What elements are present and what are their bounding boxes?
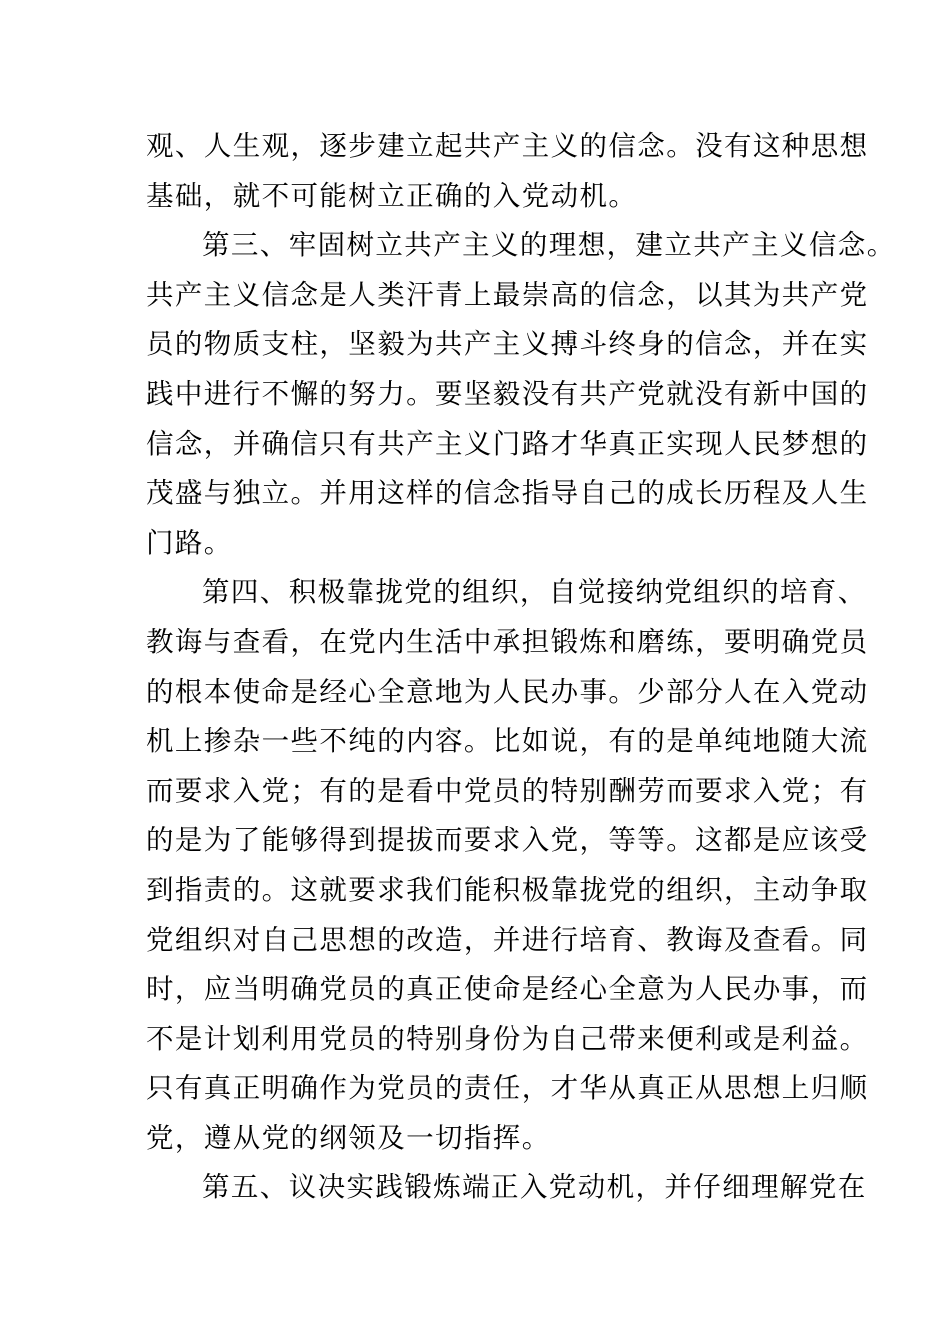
text-line: 机上掺杂一些不纯的内容。比如说，有的是单纯地随大流 — [146, 725, 869, 758]
paragraph-start-line: 第五、议决实践锻炼端正入党动机，并仔细理解党在 — [202, 1171, 867, 1204]
text-line: 党组织对自己思想的改造，并进行培育、教诲及查看。同 — [146, 923, 869, 956]
text-line: 教诲与查看，在党内生活中承担锻炼和磨练，要明确党员 — [146, 625, 869, 658]
text-line: 的根本使命是经心全意地为人民办事。少部分人在入党动 — [146, 675, 869, 708]
text-line: 践中进行不懈的努力。要坚毅没有共产党就没有新中国的 — [146, 377, 869, 410]
document-body — [146, 122, 896, 1213]
text-line: 只有真正明确作为党员的责任，才华从真正从思想上归顺 — [146, 1072, 869, 1105]
paragraph-start-line: 第三、牢固树立共产主义的理想，建立共产主义信念。 — [202, 229, 896, 262]
text-line: 党，遵从党的纲领及一切指挥。 — [146, 1121, 551, 1154]
text-line: 茂盛与独立。并用这样的信念指导自己的成长历程及人生 — [146, 477, 869, 510]
text-line: 观、人生观，逐步建立起共产主义的信念。没有这种思想 — [146, 130, 869, 162]
text-line: 员的物质支柱，坚毅为共产主义搏斗终身的信念，并在实 — [146, 328, 869, 361]
paragraph-start-line: 第四、积极靠拢党的组织，自觉接纳党组织的培育、 — [202, 576, 867, 609]
text-line: 信念，并确信只有共产主义门路才华真正实现人民梦想的 — [146, 427, 869, 460]
text-line: 门路。 — [146, 526, 233, 559]
text-line: 不是计划利用党员的特别身份为自己带来便利或是利益。 — [146, 1022, 869, 1055]
text-line: 的是为了能够得到提拔而要求入党，等等。这都是应该受 — [146, 824, 869, 857]
text-line: 到指责的。这就要求我们能积极靠拢党的组织，主动争取 — [146, 873, 869, 906]
text-line: 基础，就不可能树立正确的入党动机。 — [146, 179, 638, 212]
text-line: 共产主义信念是人类汗青上最崇高的信念，以其为共产党 — [146, 278, 869, 311]
text-line: 时，应当明确党员的真正使命是经心全意为人民办事，而 — [146, 973, 869, 1006]
text-line: 而要求入党；有的是看中党员的特别酬劳而要求入党；有 — [146, 774, 869, 807]
